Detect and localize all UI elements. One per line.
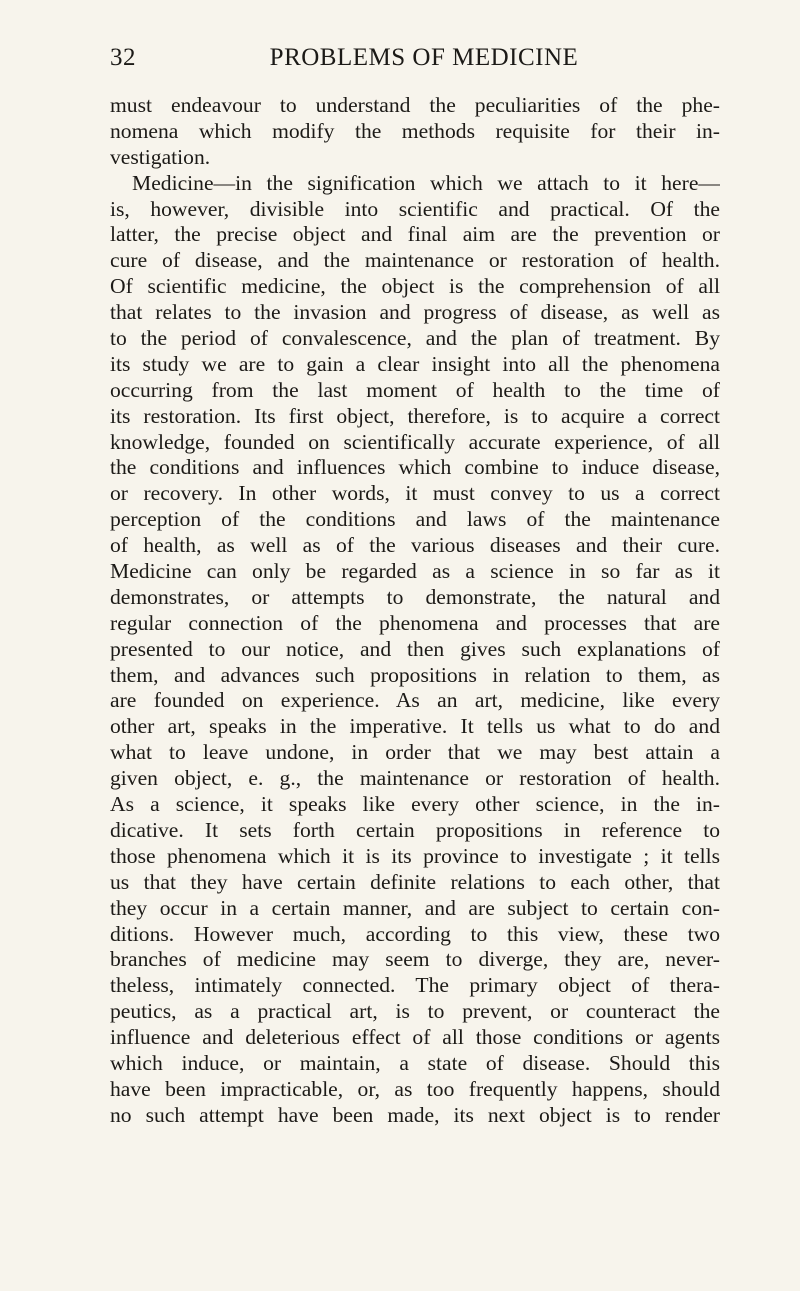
text-line: the conditions and influences which combine to induce disease, (110, 455, 720, 480)
text-line: dicative. It sets forth certain propositions in reference to (110, 817, 720, 842)
text-line: nomena which modify the methods requisite for their in- (110, 118, 720, 143)
text-line: occurring from the last moment of health to the time of (110, 377, 720, 402)
text-line: they occur in a certain manner, and are subject to certain con- (110, 895, 720, 920)
page-number: 32 (110, 44, 136, 71)
text-line: have been impracticable, or, as too frequently happens, should (110, 1076, 720, 1101)
text-line: us that they have certain definite relations to each other, that (110, 869, 720, 894)
text-line: perception of the conditions and laws of the maintenance (110, 507, 720, 532)
text-line: cure of disease, and the maintenance or restoration of health. (110, 248, 720, 273)
text-line: are founded on experience. As an art, medicine, like every (110, 688, 720, 713)
text-line: presented to our notice, and then gives such explanations of (110, 636, 720, 661)
text-line: must endeavour to understand the peculiarities of the phe- (110, 93, 720, 117)
text-line: given object, e. g., the maintenance or restoration of health. (110, 766, 720, 791)
text-line: regular connection of the phenomena and processes that are (110, 610, 720, 635)
text-line: vestigation. (110, 144, 211, 169)
text-line: latter, the precise object and final aim are the prevention or (110, 222, 720, 247)
text-line: or recovery. In other words, it must convey to us a correct (110, 481, 720, 506)
text-line: that relates to the invasion and progress of disease, as well as (110, 300, 720, 325)
text-line: theless, intimately connected. The primary object of thera- (110, 973, 720, 998)
text-line: Medicine can only be regarded as a science in so far as it (110, 559, 720, 584)
text-line: knowledge, founded on scientifically accurate experience, of all (110, 429, 720, 454)
text-line: is, however, divisible into scientific and practical. Of the (110, 196, 720, 221)
text-line: Of scientific medicine, the object is the comprehension of all (110, 274, 720, 299)
text-line: its study we are to gain a clear insight into all the phenomena (110, 351, 720, 376)
text-line: As a science, it speaks like every other science, in the in- (110, 792, 720, 817)
text-line: no such attempt have been made, its next object is to render (110, 1102, 720, 1127)
text-line: them, and advances such propositions in relation to them, as (110, 662, 720, 687)
text-line: those phenomena which it is its province to investigate ; it tells (110, 843, 720, 868)
running-head (110, 44, 720, 80)
page-title: PROBLEMS OF MEDICINE (269, 44, 579, 71)
paragraph-start-line: Medicine—in the signification which we attach to it here— (132, 170, 720, 195)
body-text (110, 93, 720, 1129)
text-line: which induce, or maintain, a state of disease. Should this (110, 1050, 720, 1075)
text-line: branches of medicine may seem to diverge, they are, never- (110, 947, 720, 972)
text-line: what to leave undone, in order that we may best attain a (110, 740, 720, 765)
text-line: demonstrates, or attempts to demonstrate, the natural and (110, 584, 720, 609)
text-line: other art, speaks in the imperative. It tells us what to do and (110, 714, 720, 739)
text-line: ditions. However much, according to this view, these two (110, 921, 720, 946)
text-line: peutics, as a practical art, is to prevent, or counteract the (110, 999, 720, 1024)
text-line: its restoration. Its first object, therefore, is to acquire a correct (110, 403, 720, 428)
text-line: of health, as well as of the various diseases and their cure. (110, 533, 720, 558)
text-line: influence and deleterious effect of all those conditions or agents (110, 1025, 720, 1050)
text-line: to the period of convalescence, and the plan of treatment. By (110, 326, 720, 351)
